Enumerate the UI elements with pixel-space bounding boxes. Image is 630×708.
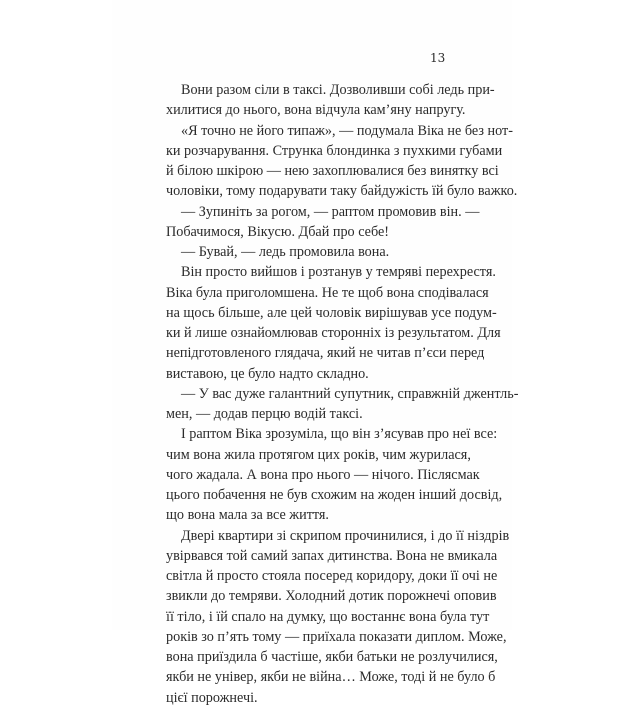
- text-line: І раптом Віка зрозуміла, що він з’ясував про неї все:: [181, 426, 498, 443]
- text-line: чим вона жила протягом цих років, чим журилася,: [166, 446, 471, 463]
- text-line: що вона мала за все життя.: [166, 507, 329, 524]
- text-line: й білою шкірою — нею захоплювалися без винятку всі: [166, 163, 499, 179]
- text-line: Вони разом сіли в таксі. Дозволивши собі ледь при-: [181, 82, 495, 98]
- text-line: — У вас дуже галантний супутник, справжній джентль-: [181, 385, 519, 402]
- text-line: якби не універ, якби не війна… Може, тоді й не було б: [166, 669, 496, 686]
- text-line: Віка була приголомшена. Не те щоб вона сподівалася: [166, 284, 489, 301]
- paragraph: [166, 384, 519, 425]
- text-line: цієї порожнечі.: [166, 689, 258, 706]
- text-line: «Я точно не його типаж», — подумала Віка не без нот-: [181, 122, 513, 139]
- text-line: її тіло, і їй спало на думку, що востаннє вона була тут: [166, 608, 490, 625]
- text-line: увірвався той самий запах дитинства. Вона не вмикала: [166, 547, 498, 564]
- text-line: чоловіки, тому подарувати таку байдужість їй було важко.: [166, 183, 518, 200]
- paragraph: [166, 242, 443, 262]
- paragraph: [166, 202, 480, 243]
- text-line: цього побачення не був схожим на жоден інший досвід,: [166, 487, 503, 503]
- paragraph: [166, 121, 518, 202]
- text-line: на щось більше, але цей чоловік вирішував усе подум-: [166, 304, 497, 321]
- paragraph: [166, 262, 501, 384]
- text-line: — Бувай, — ледь промовила вона.: [181, 244, 390, 260]
- page-number: 13: [430, 51, 446, 65]
- text-line: виставою, це було надто складно.: [166, 365, 369, 382]
- text-line: Побачимося, Вікусю. Дбай про себе!: [166, 223, 390, 240]
- text-line: ки розчарування. Струнка блондинка з пухкими губами: [166, 142, 503, 159]
- text-line: Двері квартири зі скрипом прочинилися, і до її ніздрів: [181, 527, 510, 544]
- body-text: [166, 80, 519, 708]
- text-line: чого жадала. А вона про нього — нічого. Післясмак: [166, 466, 480, 483]
- text-line: хилитися до нього, вона відчула кам’яну напругу.: [166, 102, 466, 119]
- text-line: років зо п’ять тому — приїхала показати диплом. Може,: [166, 628, 507, 645]
- text-line: Він просто вийшов і розтанув у темряві перехрестя.: [181, 264, 496, 281]
- text-line: ки й лише ознайомлював сторонніх із результатом. Для: [166, 325, 501, 341]
- text-line: звикли до темряви. Холодний дотик порожнечі оповив: [166, 588, 497, 605]
- text-line: непідготовленого глядача, який не читав п’єси перед: [166, 345, 485, 362]
- paragraph: [166, 80, 495, 121]
- text-line: вона приїздила б частіше, якби батьки не розлучилися,: [166, 649, 498, 665]
- text-line: — Зупиніть за рогом, — раптом промовив він. —: [181, 203, 480, 220]
- paragraph: [166, 526, 510, 708]
- text-line: мен, — додав перцю водій таксі.: [166, 406, 363, 422]
- text-line: світла й просто стояла посеред коридору, доки її очі не: [166, 568, 498, 584]
- paragraph: [166, 424, 503, 525]
